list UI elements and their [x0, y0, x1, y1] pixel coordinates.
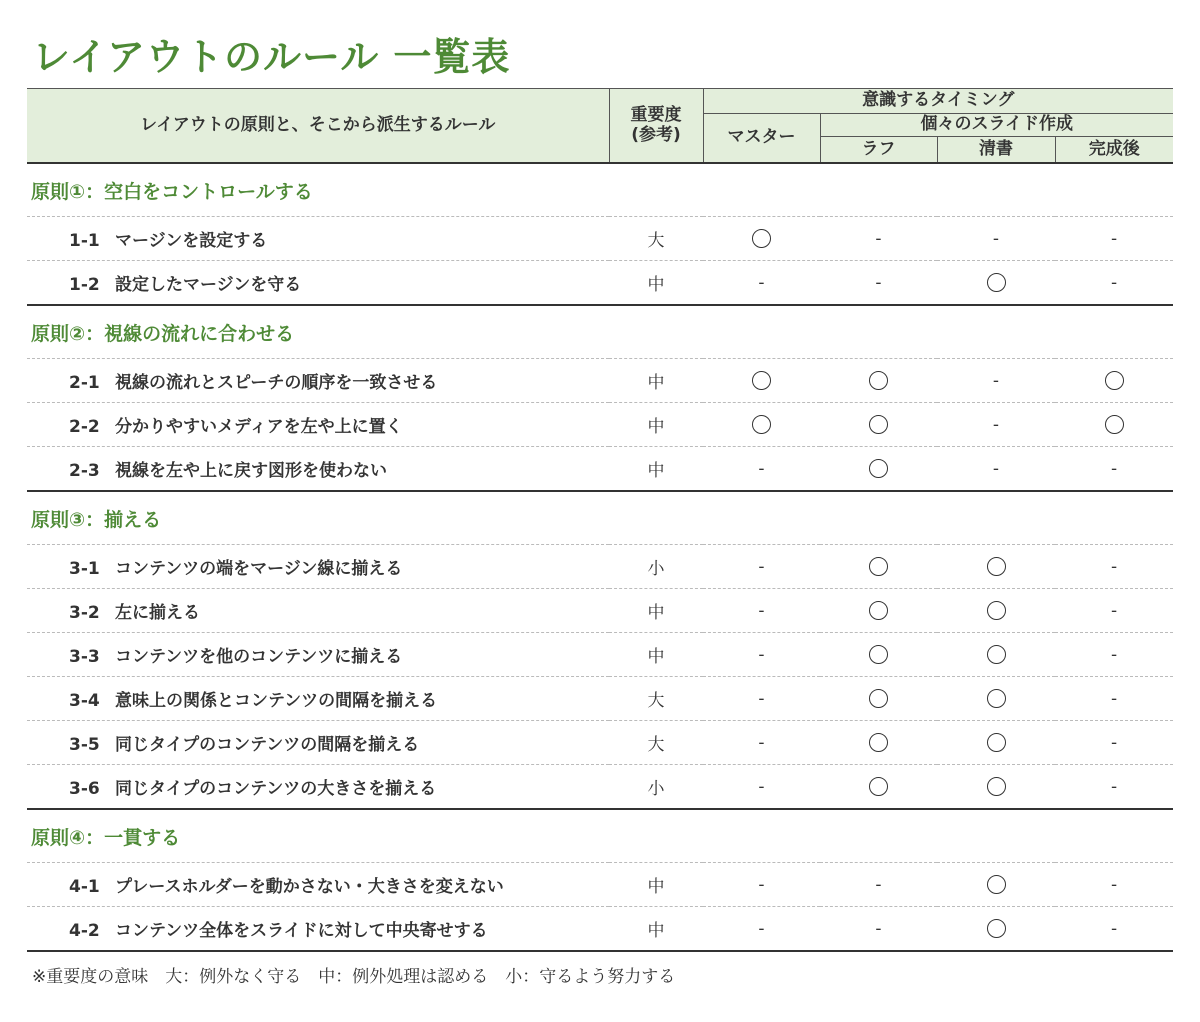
circle-mark-icon: [869, 689, 888, 708]
rule-text: 同じタイプのコンテンツの間隔を揃える: [115, 735, 420, 755]
importance-cell: 大: [609, 721, 703, 765]
rule-row: [27, 261, 1173, 306]
circle-mark-icon: [987, 777, 1006, 796]
importance-cell: 中: [609, 261, 703, 306]
rule-number: 4-1: [69, 877, 100, 897]
importance-cell: 中: [609, 907, 703, 952]
importance-footnote: ※重要度の意味 大：例外なく守る 中：例外処理は認める 小：守るよう努力する: [32, 967, 676, 987]
after-completion-timing-cell: -: [1055, 765, 1173, 810]
rule-number: 3-4: [69, 691, 100, 711]
importance-cell: 小: [609, 765, 703, 810]
circle-mark-icon: [987, 875, 1006, 894]
rule-cell: [27, 217, 609, 261]
rule-text: コンテンツ全体をスライドに対して中央寄せする: [115, 921, 488, 941]
master-timing-cell: -: [703, 863, 820, 907]
section-title: 原則②：視線の流れに合わせる: [27, 305, 1173, 359]
table-header: [27, 89, 1173, 164]
rule-cell: [27, 863, 609, 907]
master-timing-cell: [703, 359, 820, 403]
master-timing-cell: -: [703, 721, 820, 765]
rule-row: [27, 677, 1173, 721]
rule-number: 4-2: [69, 921, 100, 941]
circle-mark-icon: [869, 733, 888, 752]
rule-number: 3-3: [69, 647, 100, 667]
clean-copy-timing-cell: -: [937, 403, 1055, 447]
rule-number: 2-3: [69, 461, 100, 481]
layout-rules-table: [27, 88, 1173, 952]
rough-timing-cell: [820, 359, 937, 403]
rule-text: コンテンツの端をマージン線に揃える: [115, 559, 403, 579]
section-row: [27, 491, 1173, 545]
section-title: 原則④：一貫する: [27, 809, 1173, 863]
master-timing-cell: -: [703, 765, 820, 810]
circle-mark-icon: [752, 371, 771, 390]
rough-timing-cell: -: [820, 863, 937, 907]
after-completion-timing-cell: -: [1055, 447, 1173, 492]
section-title: 原則③：揃える: [27, 491, 1173, 545]
after-completion-timing-cell: -: [1055, 863, 1173, 907]
importance-cell: 中: [609, 863, 703, 907]
master-column-header: マスター: [703, 114, 820, 164]
rule-text: 左に揃える: [115, 603, 200, 623]
after-completion-timing-cell: -: [1055, 721, 1173, 765]
clean-copy-timing-cell: [937, 545, 1055, 589]
importance-cell: 中: [609, 359, 703, 403]
circle-mark-icon: [987, 919, 1006, 938]
page-title: レイアウトのルール 一覧表: [32, 35, 511, 79]
master-timing-cell: [703, 217, 820, 261]
circle-mark-icon: [1105, 371, 1124, 390]
rough-timing-cell: -: [820, 907, 937, 952]
rough-timing-cell: [820, 677, 937, 721]
rule-number: 1-2: [69, 275, 100, 295]
circle-mark-icon: [987, 645, 1006, 664]
rule-row: [27, 217, 1173, 261]
master-timing-cell: -: [703, 589, 820, 633]
clean-copy-timing-cell: [937, 907, 1055, 952]
circle-mark-icon: [869, 777, 888, 796]
rough-timing-cell: [820, 447, 937, 492]
rule-text: 視線の流れとスピーチの順序を一致させる: [115, 373, 438, 393]
rule-cell: [27, 447, 609, 492]
rule-text: 意味上の関係とコンテンツの間隔を揃える: [115, 691, 438, 711]
importance-cell: 中: [609, 403, 703, 447]
clean-copy-timing-cell: [937, 261, 1055, 306]
section-row: [27, 809, 1173, 863]
rule-text: コンテンツを他のコンテンツに揃える: [115, 647, 403, 667]
circle-mark-icon: [987, 557, 1006, 576]
master-timing-cell: [703, 403, 820, 447]
after-completion-timing-cell: -: [1055, 217, 1173, 261]
after-completion-timing-cell: [1055, 359, 1173, 403]
circle-mark-icon: [1105, 415, 1124, 434]
after-completion-timing-cell: -: [1055, 261, 1173, 306]
section-title: 原則①：空白をコントロールする: [27, 163, 1173, 217]
clean-copy-timing-cell: [937, 721, 1055, 765]
importance-cell: 中: [609, 447, 703, 492]
rule-number: 3-1: [69, 559, 100, 579]
circle-mark-icon: [987, 689, 1006, 708]
rule-text: プレースホルダーを動かさない・大きさを変えない: [115, 877, 504, 897]
circle-mark-icon: [869, 459, 888, 478]
rough-timing-cell: [820, 589, 937, 633]
circle-mark-icon: [869, 557, 888, 576]
rule-text: 分かりやすいメディアを左や上に置く: [115, 417, 403, 437]
rule-cell: [27, 721, 609, 765]
rule-row: [27, 633, 1173, 677]
rule-row: [27, 765, 1173, 810]
master-timing-cell: -: [703, 447, 820, 492]
clean-copy-timing-cell: -: [937, 217, 1055, 261]
importance-cell: 小: [609, 545, 703, 589]
rough-timing-cell: -: [820, 217, 937, 261]
clean-copy-column-header: 清書: [937, 137, 1055, 164]
circle-mark-icon: [869, 601, 888, 620]
rule-cell: [27, 633, 609, 677]
rule-number: 2-2: [69, 417, 100, 437]
rule-cell: [27, 403, 609, 447]
circle-mark-icon: [869, 415, 888, 434]
rough-column-header: ラフ: [820, 137, 937, 164]
rule-cell: [27, 907, 609, 952]
rule-cell: [27, 765, 609, 810]
clean-copy-timing-cell: -: [937, 447, 1055, 492]
circle-mark-icon: [869, 371, 888, 390]
master-timing-cell: -: [703, 907, 820, 952]
clean-copy-timing-cell: [937, 677, 1055, 721]
rule-number: 3-2: [69, 603, 100, 623]
rule-number: 1-1: [69, 231, 100, 251]
circle-mark-icon: [752, 229, 771, 248]
importance-cell: 大: [609, 677, 703, 721]
rule-number: 3-6: [69, 779, 100, 799]
rule-row: [27, 359, 1173, 403]
master-timing-cell: -: [703, 545, 820, 589]
rule-cell: [27, 359, 609, 403]
after-completion-column-header: 完成後: [1055, 137, 1173, 164]
rule-cell: [27, 589, 609, 633]
rough-timing-cell: -: [820, 261, 937, 306]
table-body: [27, 163, 1173, 951]
after-completion-timing-cell: -: [1055, 633, 1173, 677]
after-completion-timing-cell: [1055, 403, 1173, 447]
rule-text: 視線を左や上に戻す図形を使わない: [115, 461, 387, 481]
rule-row: [27, 447, 1173, 492]
importance-cell: 中: [609, 633, 703, 677]
individual-slide-group-header: 個々のスライド作成: [820, 114, 1173, 137]
rule-cell: [27, 261, 609, 306]
section-row: [27, 305, 1173, 359]
importance-cell: 中: [609, 589, 703, 633]
rule-number: 3-5: [69, 735, 100, 755]
clean-copy-timing-cell: [937, 589, 1055, 633]
importance-cell: 大: [609, 217, 703, 261]
circle-mark-icon: [752, 415, 771, 434]
rule-text: 同じタイプのコンテンツの大きさを揃える: [115, 779, 437, 799]
rule-text: 設定したマージンを守る: [115, 275, 302, 295]
rule-number: 2-1: [69, 373, 100, 393]
circle-mark-icon: [869, 645, 888, 664]
clean-copy-timing-cell: -: [937, 359, 1055, 403]
rule-row: [27, 721, 1173, 765]
rules-column-header: レイアウトの原則と、そこから派生するルール: [27, 89, 609, 164]
rule-cell: [27, 677, 609, 721]
rule-row: [27, 403, 1173, 447]
circle-mark-icon: [987, 733, 1006, 752]
rough-timing-cell: [820, 721, 937, 765]
rough-timing-cell: [820, 403, 937, 447]
rule-row: [27, 863, 1173, 907]
rough-timing-cell: [820, 765, 937, 810]
section-row: [27, 163, 1173, 217]
rule-row: [27, 589, 1173, 633]
master-timing-cell: -: [703, 633, 820, 677]
after-completion-timing-cell: -: [1055, 907, 1173, 952]
after-completion-timing-cell: -: [1055, 589, 1173, 633]
after-completion-timing-cell: -: [1055, 677, 1173, 721]
master-timing-cell: -: [703, 677, 820, 721]
rule-row: [27, 545, 1173, 589]
clean-copy-timing-cell: [937, 633, 1055, 677]
rule-row: [27, 907, 1173, 952]
rule-cell: [27, 545, 609, 589]
rough-timing-cell: [820, 545, 937, 589]
clean-copy-timing-cell: [937, 863, 1055, 907]
rule-text: マージンを設定する: [115, 231, 268, 251]
after-completion-timing-cell: -: [1055, 545, 1173, 589]
rough-timing-cell: [820, 633, 937, 677]
circle-mark-icon: [987, 273, 1006, 292]
clean-copy-timing-cell: [937, 765, 1055, 810]
master-timing-cell: -: [703, 261, 820, 306]
importance-column-header: 重要度 (参考): [609, 89, 703, 164]
circle-mark-icon: [987, 601, 1006, 620]
timing-group-header: 意識するタイミング: [703, 89, 1173, 114]
